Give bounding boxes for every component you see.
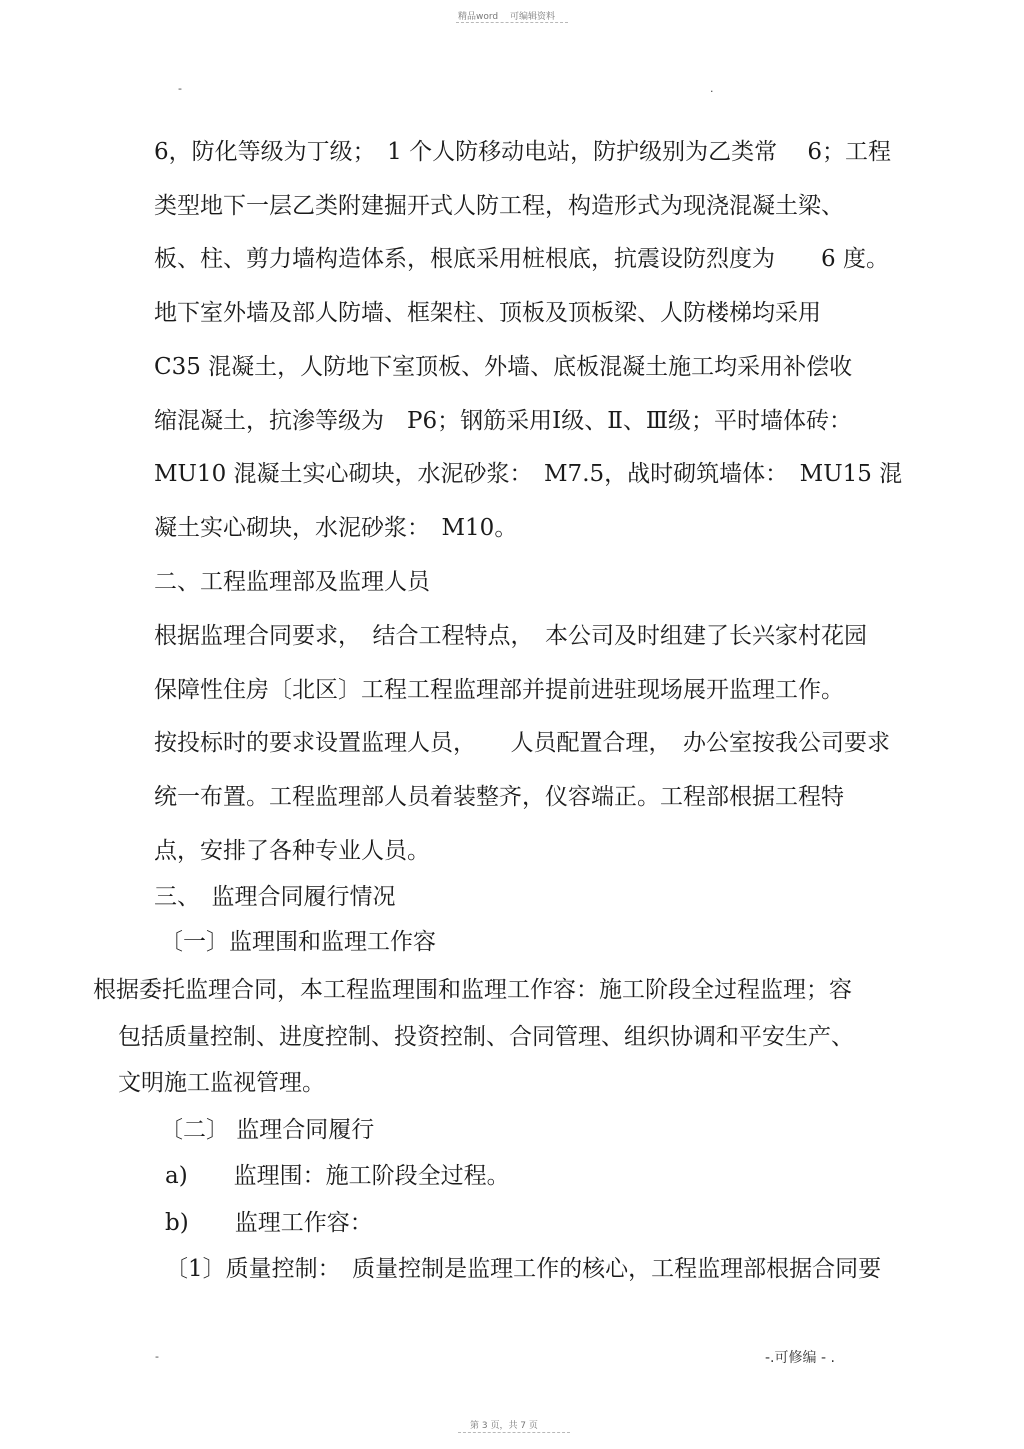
body-line: 凝土实心砌块，水泥砂浆： M10。: [154, 515, 518, 541]
footer-divider: [458, 1432, 570, 1433]
body-line: 保障性住房〔北区〕工程工程监理部并提前进驻现场展开监理工作。: [154, 677, 844, 703]
body-line: C35 混凝土，人防地下室顶板、外墙、底板混凝土施工均采用补偿收: [154, 354, 853, 380]
list-item: b) 监理工作容：: [165, 1210, 373, 1236]
header-divider: [456, 22, 568, 23]
footer-editable-note: -.可修编 - .: [765, 1350, 835, 1366]
body-line: 点，安排了各种专业人员。: [154, 838, 430, 864]
section-heading: 二、工程监理部及监理人员: [154, 569, 430, 595]
body-line: 文明施工监视管理。: [118, 1070, 325, 1096]
body-line: 类型地下一层乙类附建掘开式人防工程，构造形式为现浇混凝土梁、: [154, 193, 844, 219]
body-line: 按投标时的要求设置监理人员， 人员配置合理， 办公室按我公司要求: [154, 730, 890, 756]
header-mark-left: -: [178, 82, 182, 95]
body-line: 统一布置。工程监理部人员着装整齐，仪容端正。工程部根据工程特: [154, 784, 844, 810]
header-mark-right: .: [710, 82, 714, 95]
page-number: 第 3 页，共 7 页: [470, 1421, 538, 1431]
body-line: 板、柱、剪力墙构造体系，根底采用桩根底，抗震设防烈度为 6 度。: [154, 246, 889, 272]
list-item: 〔1〕质量控制： 质量控制是监理工作的核心，工程监理部根据合同要: [165, 1256, 882, 1282]
body-line: 根据监理合同要求， 结合工程特点， 本公司及时组建了长兴家村花园: [154, 623, 867, 649]
subsection-heading: 〔一〕监理围和监理工作容: [160, 929, 436, 955]
body-line: 根据委托监理合同，本工程监理围和监理工作容：施工阶段全过程监理；容: [93, 977, 852, 1003]
header-watermark-text: 精品word 可编辑资料: [458, 12, 555, 22]
section-heading: 三、 监理合同履行情况: [154, 884, 396, 910]
subsection-heading: 〔二〕 监理合同履行: [160, 1117, 375, 1143]
body-line: 包括质量控制、进度控制、投资控制、合同管理、组织协调和平安生产、: [118, 1024, 854, 1050]
footer-mark-left: -: [155, 1350, 159, 1363]
body-line: 缩混凝土，抗渗等级为 P6；钢筋采用Ⅰ级、Ⅱ、Ⅲ级；平时墙体砖：: [154, 408, 853, 434]
list-item: a) 监理围：施工阶段全过程。: [165, 1163, 510, 1189]
body-line: 地下室外墙及部人防墙、框架柱、顶板及顶板梁、人防楼梯均采用: [154, 300, 821, 326]
body-line: MU10 混凝土实心砌块，水泥砂浆： M7.5，战时砌筑墙体： MU15 混: [154, 461, 903, 487]
body-line: 6，防化等级为丁级； 1 个人防移动电站，防护级别为乙类常 6；工程: [154, 139, 892, 165]
